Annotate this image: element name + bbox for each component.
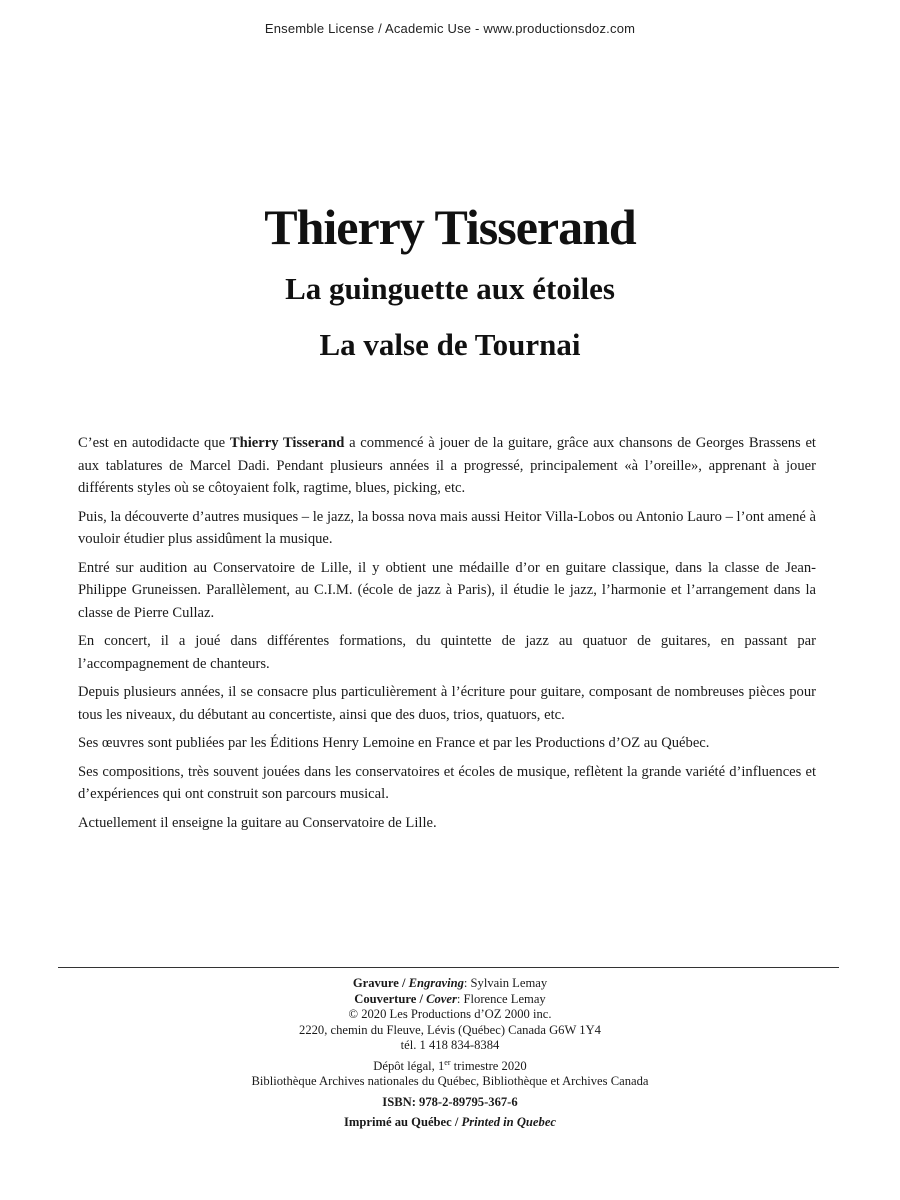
depot-line: Dépôt légal, 1er trimestre 2020 bbox=[373, 1057, 527, 1073]
divider bbox=[58, 967, 839, 968]
printed-line: Imprimé au Québec / Printed in Quebec bbox=[344, 1115, 556, 1129]
bio-paragraph-6: Ses œuvres sont publiées par les Éditions Henry Lemoine en France et par les Productions d’OZ au Québec. bbox=[78, 735, 710, 751]
bio-paragraph-4: En concert, il a joué dans différentes formations, du quintette de jazz au quatuor de guitares, en passant par l’accompagnement de chanteurs. bbox=[78, 633, 816, 672]
bio-paragraph-5: Depuis plusieurs années, il se consacre plus particulièrement à l’écriture pour guitare, composant de nombreuses pièces pour tous les niveaux, du débutant au concertiste, ainsi que des duos, trios, quatuors, etc. bbox=[78, 684, 816, 723]
printed-block bbox=[0, 1115, 900, 1131]
copyright-line: © 2020 Les Productions d’OZ 2000 inc. bbox=[348, 1007, 552, 1021]
isbn-line: ISBN: 978-2-89795-367-6 bbox=[382, 1094, 518, 1109]
biography bbox=[78, 432, 816, 840]
couverture-line: Couverture / Cover: Florence Lemay bbox=[354, 991, 546, 1006]
phone-line: tél. 1 418 834-8384 bbox=[400, 1038, 500, 1052]
license-header: Ensemble License / Academic Use - www.productionsdoz.com bbox=[264, 21, 636, 36]
bio-paragraph-7: Ses compositions, très souvent jouées dans les conservatoires et écoles de musique, reflètent la grande variété d’influences et d’expériences qui ont construit son parcours musical. bbox=[78, 763, 816, 802]
publisher-info bbox=[0, 976, 900, 1054]
address-line: 2220, chemin du Fleuve, Lévis (Québec) Canada G6W 1Y4 bbox=[299, 1022, 601, 1037]
bio-p1-intro: C’est en autodidacte que bbox=[78, 435, 230, 451]
piece-title-2: La valse de Tournai bbox=[319, 327, 581, 362]
piece-title-1: La guinguette aux étoiles bbox=[285, 271, 615, 306]
credits-block bbox=[0, 976, 900, 1136]
isbn-block bbox=[0, 1095, 900, 1111]
composer-name: Thierry Tisserand bbox=[264, 199, 636, 255]
legal-deposit bbox=[0, 1059, 900, 1090]
bio-paragraph-8: Actuellement il enseigne la guitare au Conservatoire de Lille. bbox=[78, 814, 437, 831]
bibliotheque-line: Bibliothèque Archives nationales du Québec, Bibliothèque et Archives Canada bbox=[251, 1074, 649, 1088]
bio-p1-rest: a commencé à jouer de la guitare, grâce aux chansons de Georges Brassens et aux tablatures de Marcel Dadi. Pendant plusieurs années il a progressé, principalement «à l’oreille», apprenant à jouer différents styles où se côtoyaient folk, ragtime, blues, picking, etc. bbox=[78, 435, 816, 496]
bio-composer-name: Thierry Tisserand bbox=[229, 435, 345, 451]
bio-paragraph-3: Entré sur audition au Conservatoire de Lille, il y obtient une médaille d’or en guitare classique, dans la classe de Jean-Philippe Gruneissen. Parallèlement, au C.I.M. (école de jazz à Paris), il étudie le jazz, l’harmonie et l’arrangement dans la classe de Pierre Cullaz. bbox=[78, 559, 816, 621]
bio-paragraph-1 bbox=[78, 432, 816, 500]
bio-paragraph-2: Puis, la découverte d’autres musiques – le jazz, la bossa nova mais aussi Heitor Villa-Lobos ou Antonio Lauro – l’ont amené à vouloir étudier plus assidûment la musique. bbox=[78, 508, 816, 547]
gravure-line: Gravure / Engraving: Sylvain Lemay bbox=[352, 976, 548, 990]
